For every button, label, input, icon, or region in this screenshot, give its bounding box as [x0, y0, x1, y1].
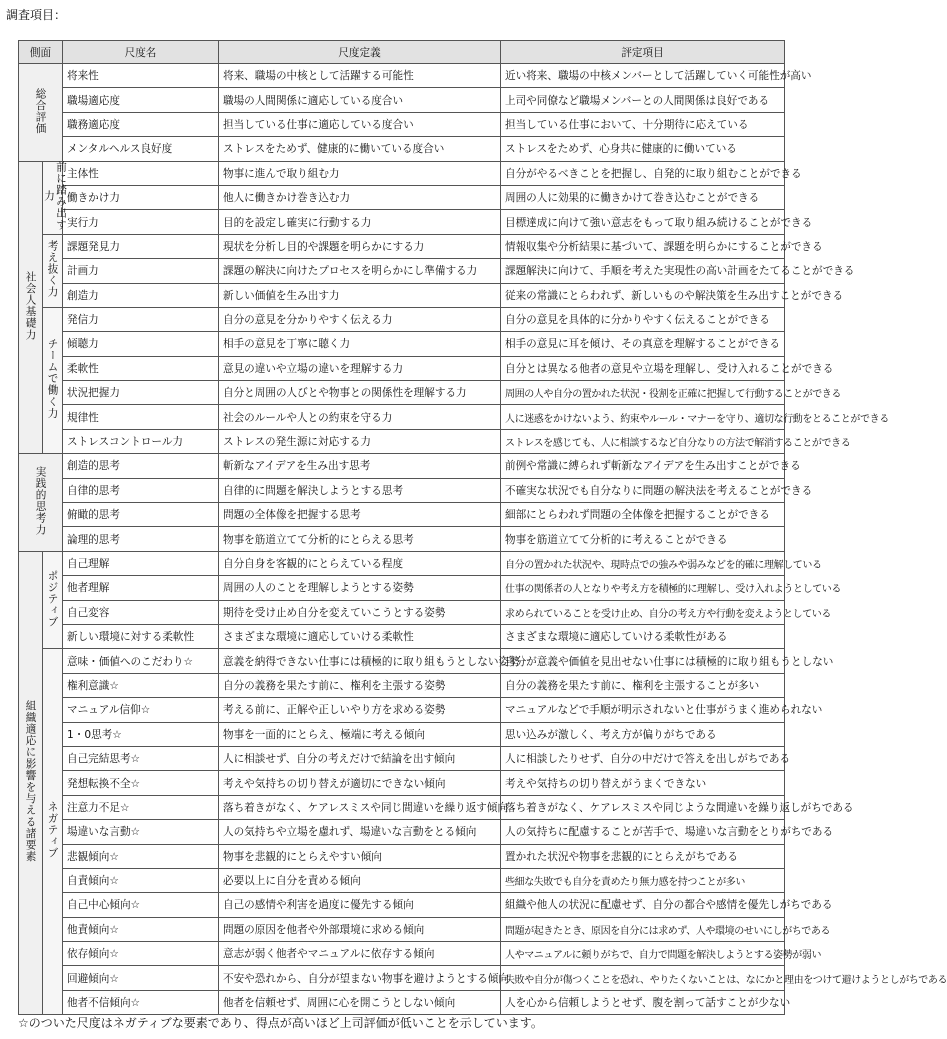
table-row: [19, 478, 785, 502]
scale-definition-cell: 自分自身を客観的にとらえている程度: [219, 551, 501, 575]
table-row: [19, 844, 785, 868]
scale-definition-cell: 将来、職場の中核として活躍する可能性: [219, 64, 501, 88]
scale-definition-cell: 自己の感情や利害を過度に優先する傾向: [219, 893, 501, 917]
scale-name-cell: 俯瞰的思考: [63, 503, 219, 527]
scale-definition-cell: 新しい価値を生み出す力: [219, 283, 501, 307]
scale-definition-cell: 落ち着きがなく、ケアレスミスや同じ間違いを繰り返す傾向: [219, 795, 501, 819]
scale-name-cell: 将来性: [63, 64, 219, 88]
scale-definition-cell: 自分と周囲の人びとや物事との関係性を理解する力: [219, 381, 501, 405]
evaluation-item-cell: 自分の義務を果たす前に、権利を主張することが多い: [501, 673, 785, 697]
evaluation-item-cell: 周囲の人に効果的に働きかけて巻き込むことができる: [501, 185, 785, 209]
evaluation-item-cell: 担当している仕事において、十分期待に応えている: [501, 112, 785, 136]
table-row: [19, 624, 785, 648]
table-row: [19, 161, 785, 185]
table-row: [19, 429, 785, 453]
table-row: [19, 64, 785, 88]
scale-definition-cell: 自分の義務を果たす前に、権利を主張する姿勢: [219, 673, 501, 697]
evaluation-item-cell: 仕事の関係者の人となりや考え方を積極的に理解し、受け入れようとしている: [501, 576, 785, 600]
scale-name-cell: 他責傾向☆: [63, 917, 219, 941]
page-title: 調査項目：: [6, 8, 67, 22]
scale-definition-cell: 問題の原因を他者や外部環境に求める傾向: [219, 917, 501, 941]
table-row: [19, 503, 785, 527]
scale-definition-cell: 考えや気持ちの切り替えが適切にできない傾向: [219, 771, 501, 795]
group-label: [43, 649, 63, 1015]
evaluation-item-cell: 自分とは異なる他者の意見や立場を理解し、受け入れることができる: [501, 356, 785, 380]
table-row: [19, 722, 785, 746]
evaluation-item-cell: ストレスをためず、心身共に健康的に働いている: [501, 137, 785, 161]
scale-definition-cell: 人の気持ちや立場を慮れず、場違いな言動をとる傾向: [219, 820, 501, 844]
scale-name-cell: 自己中心傾向☆: [63, 893, 219, 917]
scale-name-cell: 自責傾向☆: [63, 868, 219, 892]
scale-definition-cell: 周囲の人のことを理解しようとする姿勢: [219, 576, 501, 600]
scale-name-cell: 働きかけ力: [63, 185, 219, 209]
evaluation-item-cell: 従来の常識にとらわれず、新しいものや解決策を生み出すことができる: [501, 283, 785, 307]
scale-name-cell: 状況把握力: [63, 381, 219, 405]
evaluation-item-cell: 自分がやるべきことを把握し、自発的に取り組むことができる: [501, 161, 785, 185]
table-row: [19, 112, 785, 136]
scale-definition-cell: 物事に進んで取り組む力: [219, 161, 501, 185]
table-row: [19, 698, 785, 722]
evaluation-item-cell: 情報収集や分析結果に基づいて、課題を明らかにすることができる: [501, 234, 785, 258]
scale-definition-cell: 意見の違いや立場の違いを理解する力: [219, 356, 501, 380]
scale-definition-cell: 職場の人間関係に適応している度合い: [219, 88, 501, 112]
table-row: [19, 820, 785, 844]
evaluation-item-cell: さまざまな環境に適応していける柔軟性がある: [501, 624, 785, 648]
scale-name-cell: 課題発見力: [63, 234, 219, 258]
evaluation-item-cell: 些細な失敗でも自分を責めたり無力感を持つことが多い: [501, 868, 785, 892]
table-row: [19, 88, 785, 112]
table-row: [19, 356, 785, 380]
scale-definition-cell: 他者を信頼せず、周囲に心を開こうとしない傾向: [219, 990, 501, 1014]
scale-name-cell: 職務適応度: [63, 112, 219, 136]
evaluation-item-cell: 人の気持ちに配慮することが苦手で、場違いな言動をとりがちである: [501, 820, 785, 844]
scale-name-cell: 発信力: [63, 307, 219, 331]
table-row: [19, 600, 785, 624]
table-body: [19, 64, 947, 1015]
scale-name-cell: メンタルヘルス良好度: [63, 137, 219, 161]
scale-name-cell: 権利意識☆: [63, 673, 219, 697]
scale-name-cell: マニュアル信仰☆: [63, 698, 219, 722]
scale-name-cell: 他者不信傾向☆: [63, 990, 219, 1014]
table-row: [19, 746, 785, 770]
table-row: [19, 868, 785, 892]
evaluation-item-cell: 人やマニュアルに頼りがちで、自力で問題を解決しようとする姿勢が弱い: [501, 942, 785, 966]
evaluation-item-cell: 周囲の人や自分の置かれた状況・役割を正確に把握して行動することができる: [501, 381, 785, 405]
scale-definition-cell: 人に相談せず、自分の考えだけで結論を出す傾向: [219, 746, 501, 770]
evaluation-item-cell: 不確実な状況でも自分なりに問題の解決法を考えることができる: [501, 478, 785, 502]
evaluation-item-cell: 求められていることを受け止め、自分の考え方や行動を変えようとしている: [501, 600, 785, 624]
scale-definition-cell: 目的を設定し確実に行動する力: [219, 210, 501, 234]
scale-name-cell: 1・0思考☆: [63, 722, 219, 746]
domain-label-text: 社会人基礎力: [24, 271, 37, 341]
scale-name-cell: 意味・価値へのこだわり☆: [63, 649, 219, 673]
header-definition: 尺度定義: [219, 41, 501, 64]
scale-definition-cell: 物事を一面的にとらえ、極端に考える傾向: [219, 722, 501, 746]
scale-definition-cell: 自律的に問題を解決しようとする思考: [219, 478, 501, 502]
evaluation-item-cell: 考えや気持ちの切り替えがうまくできない: [501, 771, 785, 795]
scale-name-cell: 自己理解: [63, 551, 219, 575]
domain-label-text: 組織適応に影響を与える諸要素: [24, 700, 37, 863]
group-label-text: チームで働く力: [46, 338, 59, 420]
evaluation-item-cell: 問題が起きたとき、原因を自分には求めず、人や環境のせいにしがちである: [501, 917, 785, 941]
scale-name-cell: 依存傾向☆: [63, 942, 219, 966]
table-row: [19, 893, 785, 917]
evaluation-item-cell: 自分が意義や価値を見出せない仕事には積極的に取り組もうとしない: [501, 649, 785, 673]
table-row: [19, 649, 785, 673]
scale-name-cell: 回避傾向☆: [63, 966, 219, 990]
header-side: 側面: [19, 41, 63, 64]
table-row: [19, 771, 785, 795]
table-row: [19, 259, 785, 283]
table-row: [19, 307, 785, 331]
header-evaluation: 評定項目: [501, 41, 785, 64]
scale-definition-cell: 斬新なアイデアを生み出す思考: [219, 454, 501, 478]
scale-name-cell: 創造力: [63, 283, 219, 307]
domain-label-text: 総合評価: [34, 87, 47, 134]
evaluation-item-cell: 置かれた状況や物事を悲観的にとらえがちである: [501, 844, 785, 868]
scale-definition-cell: ストレスをためず、健康的に働いている度合い: [219, 137, 501, 161]
table-row: [19, 185, 785, 209]
domain-label: [19, 161, 43, 454]
scale-definition-cell: 必要以上に自分を責める傾向: [219, 868, 501, 892]
table-row: [19, 795, 785, 819]
evaluation-item-cell: 細部にとらわれず問題の全体像を把握することができる: [501, 503, 785, 527]
table-row: [19, 917, 785, 941]
evaluation-item-cell: マニュアルなどで手順が明示されないと仕事がうまく進められない: [501, 698, 785, 722]
scale-name-cell: 創造的思考: [63, 454, 219, 478]
scale-definition-cell: 社会のルールや人との約束を守る力: [219, 405, 501, 429]
table-row: [19, 381, 785, 405]
evaluation-item-cell: ストレスを感じても、人に相談するなど自分なりの方法で解消することができる: [501, 429, 785, 453]
scale-definition-cell: 意義を納得できない仕事には積極的に取り組もうとしない姿勢: [219, 649, 501, 673]
evaluation-item-cell: 失敗や自分が傷つくことを恐れ、やりたくないことは、なにかと理由をつけて避けようとしがちである: [501, 966, 785, 990]
scale-name-cell: 計画力: [63, 259, 219, 283]
scale-definition-cell: 物事を悲観的にとらえやすい傾向: [219, 844, 501, 868]
scale-definition-cell: 問題の全体像を把握する思考: [219, 503, 501, 527]
table-row: [19, 527, 785, 551]
evaluation-item-cell: 自分の意見を具体的に分かりやすく伝えることができる: [501, 307, 785, 331]
scale-definition-cell: ストレスの発生源に対応する力: [219, 429, 501, 453]
table-row: [19, 990, 785, 1014]
table-row: [19, 210, 785, 234]
evaluation-item-cell: 人を心から信頼しようとせず、腹を割って話すことが少ない: [501, 990, 785, 1014]
table-row: [19, 551, 785, 575]
evaluation-item-cell: 近い将来、職場の中核メンバーとして活躍していく可能性が高い: [501, 64, 785, 88]
group-label-text: 前に踏み出す力: [43, 161, 67, 231]
table-row: [19, 332, 785, 356]
evaluation-item-cell: 人に相談したりせず、自分の中だけで答えを出しがちである: [501, 746, 785, 770]
scale-name-cell: 発想転換不全☆: [63, 771, 219, 795]
group-label: [43, 161, 67, 234]
scale-definition-cell: 課題の解決に向けたプロセスを明らかにし準備する力: [219, 259, 501, 283]
evaluation-item-cell: 落ち着きがなく、ケアレスミスや同じような間違いを繰り返しがちである: [501, 795, 785, 819]
group-label: [43, 307, 63, 453]
scale-definition-cell: 相手の意見を丁寧に聴く力: [219, 332, 501, 356]
table-row: [19, 137, 785, 161]
scale-name-cell: 職場適応度: [63, 88, 219, 112]
group-label: [43, 234, 63, 307]
evaluation-item-cell: 課題解決に向けて、手順を考えた実現性の高い計画をたてることができる: [501, 259, 785, 283]
table-row: [19, 966, 785, 990]
evaluation-item-cell: 自分の置かれた状況や、現時点での強みや弱みなどを的確に理解している: [501, 551, 785, 575]
scale-definition-cell: 意志が弱く他者やマニュアルに依存する傾向: [219, 942, 501, 966]
scale-definition-cell: さまざまな環境に適応していける柔軟性: [219, 624, 501, 648]
scale-name-cell: 傾聴力: [63, 332, 219, 356]
table-row: [19, 405, 785, 429]
scale-definition-cell: 担当している仕事に適応している度合い: [219, 112, 501, 136]
table-row: [19, 454, 785, 478]
evaluation-item-cell: 相手の意見に耳を傾け、その真意を理解することができる: [501, 332, 785, 356]
scale-name-cell: 論理的思考: [63, 527, 219, 551]
domain-label: [19, 64, 63, 162]
scale-name-cell: 新しい環境に対する柔軟性: [63, 624, 219, 648]
scale-name-cell: 注意力不足☆: [63, 795, 219, 819]
scale-name-cell: 柔軟性: [63, 356, 219, 380]
table-header-row: [19, 41, 785, 64]
domain-label: [19, 454, 63, 552]
scale-definition-cell: 不安や恐れから、自分が望まない物事を避けようとする傾向: [219, 966, 501, 990]
evaluation-item-cell: 人に迷惑をかけないよう、約束やルール・マナーを守り、適切な行動をとることができる: [501, 405, 785, 429]
scale-name-cell: 自己変容: [63, 600, 219, 624]
evaluation-item-cell: 思い込みが激しく、考え方が偏りがちである: [501, 722, 785, 746]
domain-label: [19, 551, 43, 1014]
table-row: [19, 283, 785, 307]
evaluation-item-cell: 目標達成に向けて強い意志をもって取り組み続けることができる: [501, 210, 785, 234]
table-row: [19, 576, 785, 600]
footnote: ☆のついた尺度はネガティブな要素であり、得点が高いほど上司評価が低いことを示しています。: [18, 1016, 543, 1030]
group-label-text: ポジティブ: [46, 569, 59, 628]
scale-definition-cell: 自分の意見を分かりやすく伝える力: [219, 307, 501, 331]
scale-name-cell: 実行力: [63, 210, 219, 234]
evaluation-item-cell: 組織や他人の状況に配慮せず、自分の都合や感情を優先しがちである: [501, 893, 785, 917]
evaluation-item-cell: 前例や常識に縛られず斬新なアイデアを生み出すことができる: [501, 454, 785, 478]
table-row: [19, 942, 785, 966]
group-label-text: 考え抜く力: [46, 240, 59, 299]
scale-name-cell: 場違いな言動☆: [63, 820, 219, 844]
scale-definition-cell: 物事を筋道立てて分析的にとらえる思考: [219, 527, 501, 551]
evaluation-item-cell: 物事を筋道立てて分析的に考えることができる: [501, 527, 785, 551]
scale-name-cell: 自律的思考: [63, 478, 219, 502]
scale-definition-cell: 考える前に、正解や正しいやり方を求める姿勢: [219, 698, 501, 722]
scale-definition-cell: 現状を分析し目的や課題を明らかにする力: [219, 234, 501, 258]
scale-definition-cell: 期待を受け止め自分を変えていこうとする姿勢: [219, 600, 501, 624]
scale-name-cell: 主体性: [63, 161, 219, 185]
header-scale: 尺度名: [63, 41, 219, 64]
group-label: [43, 551, 63, 649]
table-row: [19, 673, 785, 697]
group-label-text: ネガティブ: [46, 801, 59, 860]
domain-label-text: 実践的思考力: [34, 466, 47, 536]
scale-name-cell: 自己完結思考☆: [63, 746, 219, 770]
scale-name-cell: 他者理解: [63, 576, 219, 600]
scale-name-cell: 悲観傾向☆: [63, 844, 219, 868]
evaluation-item-cell: 上司や同僚など職場メンバーとの人間関係は良好である: [501, 88, 785, 112]
scale-name-cell: ストレスコントロール力: [63, 429, 219, 453]
scale-definition-cell: 他人に働きかけ巻き込む力: [219, 185, 501, 209]
scale-name-cell: 規律性: [63, 405, 219, 429]
survey-items-table: [18, 40, 947, 1015]
table-row: [19, 234, 785, 258]
